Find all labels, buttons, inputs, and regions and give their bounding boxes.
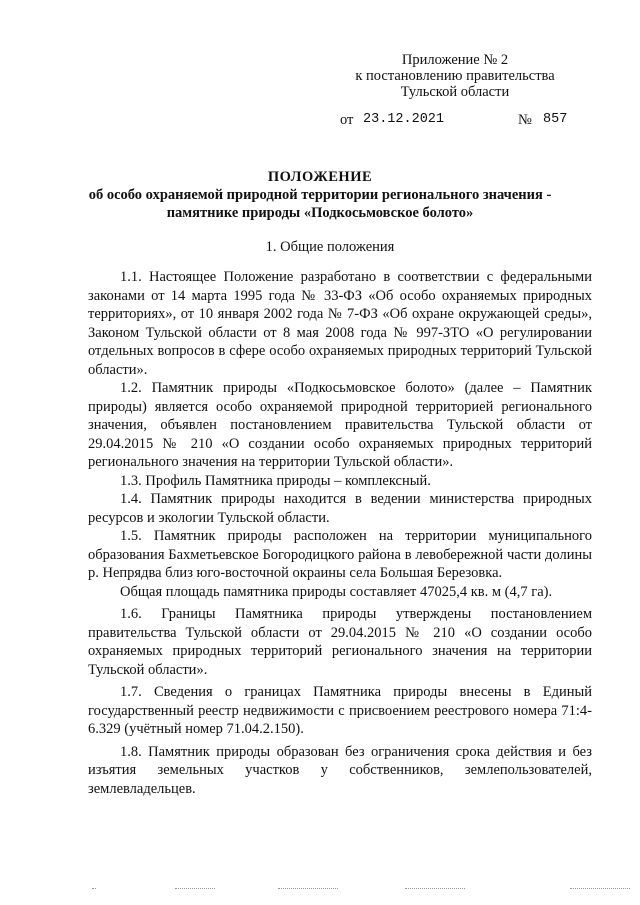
document-date: 23.12.2021 — [363, 112, 445, 127]
paragraph-1-1: 1.1. Настоящее Положение разработано в соответствии с федеральными законами от 14 марта 1995 года № 33-ФЗ «Об особо охраняемых природных территориях», от 10 января 2002 года № 7-ФЗ «Об охране окружающей среды», Законом Тульской области от 8 мая 2008 года № 997-ЗТО «О регулировании отдельных вопросов в сфере особо охраняемых природных территорий Тульской области». — [88, 269, 592, 378]
paragraph-1-5: 1.5. Памятник природы расположен на территории муниципального образования Бахметьевское Богородицкого района в левобережной части долины р. Непрядва близ юго-восточной окраины села Большая Березовка. — [88, 528, 592, 581]
date-number-row — [340, 112, 580, 130]
appendix-line-3: Тульской области — [400, 84, 510, 100]
title-line-1: об особо охраняемой природной территории регионального значения - — [88, 187, 552, 203]
document-title — [60, 168, 580, 222]
paragraph-1-4: 1.4. Памятник природы находится в ведении министерства природных ресурсов и экологии Тульской области. — [88, 491, 592, 526]
footer-scan-marks — [0, 880, 640, 900]
appendix-line-2: к постановлению правительства — [355, 68, 555, 84]
paragraph-area: Общая площадь памятника природы составляет 47025,4 кв. м (4,7 га). — [120, 583, 553, 600]
scan-mark — [92, 888, 96, 890]
paragraph-1-7: 1.7. Сведения о границах Памятника природы внесены в Единый государственный реестр недвижимости с присвоением реестрового номера 71:4-6.329 (учётный номер 71.04.2.150). — [88, 684, 592, 737]
document-body — [88, 268, 592, 798]
paragraph-1-6: 1.6. Границы Памятника природы утверждены постановлением правительства Тульской области от 29.04.2015 № 210 «О создании особо охраняемых природных территорий регионального значения на территории Тульской области». — [88, 606, 592, 678]
scan-mark — [278, 888, 338, 890]
paragraph-1-2: 1.2. Памятник природы «Подкосьмовское болото» (далее – Памятник природы) является особо охраняемой природной территорией регионального значения, объявлен постановлением правительства Тульской области от 29.04.2015 № 210 «О создании особо охраняемых природных территорий регионального значения на территории Тульской области». — [88, 380, 592, 470]
section-heading: 1. Общие положения — [265, 239, 395, 255]
number-sign: № — [518, 112, 532, 128]
scan-mark — [570, 888, 630, 890]
paragraph-1-3: 1.3. Профиль Памятника природы – комплексный. — [120, 472, 431, 489]
appendix-line-1: Приложение № 2 — [401, 52, 509, 68]
scan-mark — [405, 888, 465, 890]
paragraph-1-8: 1.8. Памятник природы образован без ограничения срока действия и без изъятия земельных участков у собственников, землепользователей, землевладельцев. — [88, 743, 592, 797]
scan-mark — [175, 888, 215, 890]
date-prefix: от — [340, 112, 354, 128]
document-number: 857 — [543, 112, 568, 127]
title-heading: ПОЛОЖЕНИЕ — [267, 169, 373, 185]
title-line-2: памятнике природы «Подкосьмовское болото» — [166, 205, 474, 221]
appendix-block — [330, 52, 580, 100]
